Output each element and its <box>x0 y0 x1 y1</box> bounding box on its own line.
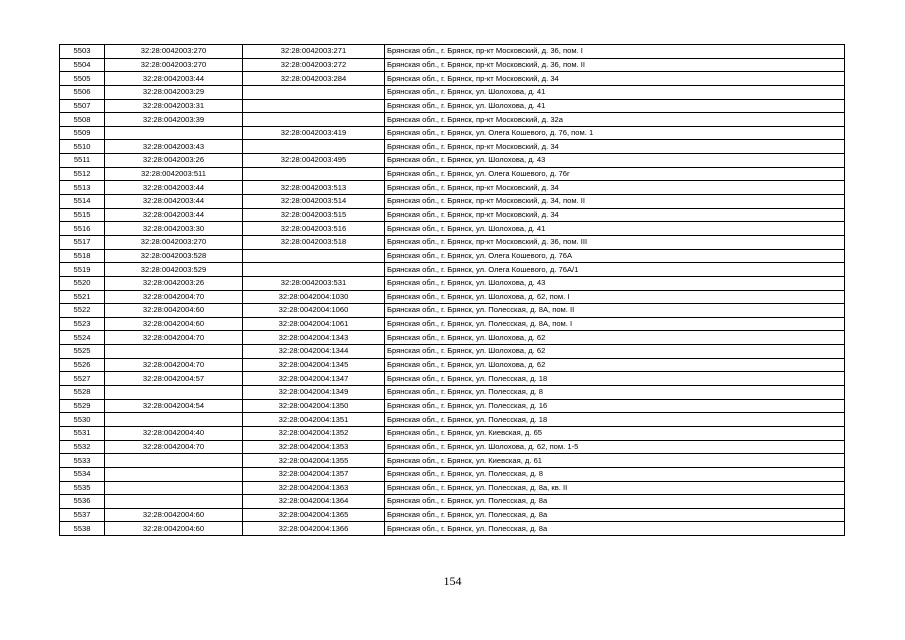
table-row <box>60 304 845 318</box>
row-number-cell: 5522 <box>60 304 105 318</box>
records-table-body <box>60 45 845 536</box>
row-number-cell: 5503 <box>60 45 105 59</box>
address-cell: Брянская обл., г. Брянск, ул. Полесская, д. 8А, пом. I <box>385 317 845 331</box>
cadastral-number-cell <box>105 126 243 140</box>
object-cadastral-number-cell <box>243 99 385 113</box>
row-number-cell: 5511 <box>60 154 105 168</box>
row-number-cell: 5510 <box>60 140 105 154</box>
cadastral-number-cell: 32:28:0042004:40 <box>105 426 243 440</box>
address-cell: Брянская обл., г. Брянск, пр-кт Московский, д. 36, пом. III <box>385 235 845 249</box>
table-row <box>60 276 845 290</box>
row-number-cell: 5504 <box>60 58 105 72</box>
row-number-cell: 5506 <box>60 85 105 99</box>
row-number-cell: 5536 <box>60 495 105 509</box>
cadastral-number-cell: 32:28:0042003:270 <box>105 58 243 72</box>
address-cell: Брянская обл., г. Брянск, пр-кт Московский, д. 32а <box>385 113 845 127</box>
address-cell: Брянская обл., г. Брянск, пр-кт Московский, д. 34 <box>385 140 845 154</box>
cadastral-number-cell: 32:28:0042004:60 <box>105 304 243 318</box>
address-cell: Брянская обл., г. Брянск, пр-кт Московский, д. 34 <box>385 181 845 195</box>
table-row <box>60 467 845 481</box>
address-cell: Брянская обл., г. Брянск, пр-кт Московский, д. 36, пом. II <box>385 58 845 72</box>
cadastral-number-cell: 32:28:0042003:270 <box>105 45 243 59</box>
table-row <box>60 426 845 440</box>
address-cell: Брянская обл., г. Брянск, ул. Киевская, д. 65 <box>385 426 845 440</box>
cadastral-number-cell: 32:28:0042003:528 <box>105 249 243 263</box>
row-number-cell: 5525 <box>60 345 105 359</box>
table-row <box>60 154 845 168</box>
cadastral-number-cell: 32:28:0042003:43 <box>105 140 243 154</box>
object-cadastral-number-cell <box>243 167 385 181</box>
address-cell: Брянская обл., г. Брянск, ул. Олега Кошевого, д. 76, пом. 1 <box>385 126 845 140</box>
row-number-cell: 5527 <box>60 372 105 386</box>
object-cadastral-number-cell <box>243 249 385 263</box>
row-number-cell: 5530 <box>60 413 105 427</box>
address-cell: Брянская обл., г. Брянск, ул. Олега Кошевого, д. 76А <box>385 249 845 263</box>
cadastral-number-cell: 32:28:0042003:30 <box>105 222 243 236</box>
address-cell: Брянская обл., г. Брянск, ул. Полесская, д. 8 <box>385 467 845 481</box>
table-row <box>60 386 845 400</box>
row-number-cell: 5537 <box>60 508 105 522</box>
object-cadastral-number-cell: 32:28:0042004:1364 <box>243 495 385 509</box>
cadastral-number-cell: 32:28:0042003:44 <box>105 181 243 195</box>
object-cadastral-number-cell <box>243 113 385 127</box>
object-cadastral-number-cell: 32:28:0042004:1344 <box>243 345 385 359</box>
address-cell: Брянская обл., г. Брянск, ул. Полесская, д. 8а <box>385 495 845 509</box>
object-cadastral-number-cell <box>243 263 385 277</box>
row-number-cell: 5528 <box>60 386 105 400</box>
address-cell: Брянская обл., г. Брянск, ул. Полесская, д. 18 <box>385 413 845 427</box>
address-cell: Брянская обл., г. Брянск, ул. Олега Кошевого, д. 76г <box>385 167 845 181</box>
row-number-cell: 5508 <box>60 113 105 127</box>
row-number-cell: 5531 <box>60 426 105 440</box>
address-cell: Брянская обл., г. Брянск, ул. Полесская, д. 16 <box>385 399 845 413</box>
cadastral-number-cell: 32:28:0042004:60 <box>105 522 243 536</box>
row-number-cell: 5513 <box>60 181 105 195</box>
cadastral-number-cell: 32:28:0042004:57 <box>105 372 243 386</box>
row-number-cell: 5526 <box>60 358 105 372</box>
object-cadastral-number-cell: 32:28:0042003:515 <box>243 208 385 222</box>
cadastral-number-cell <box>105 467 243 481</box>
object-cadastral-number-cell: 32:28:0042003:419 <box>243 126 385 140</box>
cadastral-number-cell: 32:28:0042004:70 <box>105 440 243 454</box>
table-row <box>60 113 845 127</box>
table-row <box>60 495 845 509</box>
address-cell: Брянская обл., г. Брянск, ул. Шолохова, д. 62, пом. I <box>385 290 845 304</box>
table-row <box>60 249 845 263</box>
row-number-cell: 5512 <box>60 167 105 181</box>
row-number-cell: 5520 <box>60 276 105 290</box>
address-cell: Брянская обл., г. Брянск, пр-кт Московский, д. 34 <box>385 208 845 222</box>
cadastral-number-cell <box>105 495 243 509</box>
table-row <box>60 290 845 304</box>
cadastral-number-cell <box>105 386 243 400</box>
address-cell: Брянская обл., г. Брянск, ул. Шолохова, д. 62 <box>385 358 845 372</box>
table-row <box>60 481 845 495</box>
object-cadastral-number-cell: 32:28:0042004:1363 <box>243 481 385 495</box>
cadastral-number-cell: 32:28:0042003:26 <box>105 154 243 168</box>
object-cadastral-number-cell: 32:28:0042004:1357 <box>243 467 385 481</box>
object-cadastral-number-cell: 32:28:0042004:1365 <box>243 508 385 522</box>
object-cadastral-number-cell: 32:28:0042003:495 <box>243 154 385 168</box>
row-number-cell: 5518 <box>60 249 105 263</box>
table-row <box>60 45 845 59</box>
row-number-cell: 5529 <box>60 399 105 413</box>
address-cell: Брянская обл., г. Брянск, ул. Шолохова, д. 41 <box>385 99 845 113</box>
table-row <box>60 454 845 468</box>
object-cadastral-number-cell: 32:28:0042004:1061 <box>243 317 385 331</box>
table-row <box>60 331 845 345</box>
cadastral-number-cell: 32:28:0042004:70 <box>105 290 243 304</box>
table-row <box>60 508 845 522</box>
table-row <box>60 167 845 181</box>
page-number: 154 <box>443 574 462 588</box>
address-cell: Брянская обл., г. Брянск, ул. Шолохова, д. 41 <box>385 85 845 99</box>
address-cell: Брянская обл., г. Брянск, ул. Олега Кошевого, д. 76А/1 <box>385 263 845 277</box>
records-table <box>59 44 845 536</box>
cadastral-number-cell: 32:28:0042003:270 <box>105 235 243 249</box>
object-cadastral-number-cell: 32:28:0042003:531 <box>243 276 385 290</box>
object-cadastral-number-cell: 32:28:0042004:1350 <box>243 399 385 413</box>
table-row <box>60 85 845 99</box>
table-row <box>60 358 845 372</box>
row-number-cell: 5534 <box>60 467 105 481</box>
object-cadastral-number-cell: 32:28:0042004:1060 <box>243 304 385 318</box>
records-table-container <box>59 44 845 536</box>
table-row <box>60 140 845 154</box>
table-row <box>60 195 845 209</box>
row-number-cell: 5523 <box>60 317 105 331</box>
cadastral-number-cell: 32:28:0042003:31 <box>105 99 243 113</box>
object-cadastral-number-cell: 32:28:0042004:1349 <box>243 386 385 400</box>
cadastral-number-cell: 32:28:0042003:26 <box>105 276 243 290</box>
table-row <box>60 345 845 359</box>
row-number-cell: 5507 <box>60 99 105 113</box>
row-number-cell: 5515 <box>60 208 105 222</box>
address-cell: Брянская обл., г. Брянск, ул. Полесская, д. 18 <box>385 372 845 386</box>
object-cadastral-number-cell: 32:28:0042003:518 <box>243 235 385 249</box>
table-row <box>60 181 845 195</box>
object-cadastral-number-cell: 32:28:0042004:1347 <box>243 372 385 386</box>
cadastral-number-cell: 32:28:0042003:44 <box>105 72 243 86</box>
address-cell: Брянская обл., г. Брянск, ул. Полесская, д. 8а <box>385 508 845 522</box>
cadastral-number-cell <box>105 345 243 359</box>
row-number-cell: 5521 <box>60 290 105 304</box>
object-cadastral-number-cell: 32:28:0042003:271 <box>243 45 385 59</box>
cadastral-number-cell: 32:28:0042004:70 <box>105 358 243 372</box>
address-cell: Брянская обл., г. Брянск, ул. Полесская, д. 8 <box>385 386 845 400</box>
object-cadastral-number-cell: 32:28:0042003:272 <box>243 58 385 72</box>
object-cadastral-number-cell: 32:28:0042004:1030 <box>243 290 385 304</box>
cadastral-number-cell: 32:28:0042003:44 <box>105 208 243 222</box>
address-cell: Брянская обл., г. Брянск, ул. Полесская, д. 8а <box>385 522 845 536</box>
address-cell: Брянская обл., г. Брянск, ул. Полесская, д. 8А, пом. II <box>385 304 845 318</box>
row-number-cell: 5535 <box>60 481 105 495</box>
table-row <box>60 413 845 427</box>
object-cadastral-number-cell: 32:28:0042003:513 <box>243 181 385 195</box>
cadastral-number-cell: 32:28:0042003:29 <box>105 85 243 99</box>
address-cell: Брянская обл., г. Брянск, ул. Киевская, д. 61 <box>385 454 845 468</box>
row-number-cell: 5505 <box>60 72 105 86</box>
row-number-cell: 5519 <box>60 263 105 277</box>
table-row <box>60 126 845 140</box>
address-cell: Брянская обл., г. Брянск, ул. Шолохова, д. 43 <box>385 154 845 168</box>
cadastral-number-cell: 32:28:0042003:39 <box>105 113 243 127</box>
table-row <box>60 58 845 72</box>
object-cadastral-number-cell: 32:28:0042004:1343 <box>243 331 385 345</box>
cadastral-number-cell: 32:28:0042003:44 <box>105 195 243 209</box>
object-cadastral-number-cell <box>243 85 385 99</box>
row-number-cell: 5516 <box>60 222 105 236</box>
object-cadastral-number-cell: 32:28:0042003:284 <box>243 72 385 86</box>
cadastral-number-cell <box>105 413 243 427</box>
address-cell: Брянская обл., г. Брянск, ул. Полесская, д. 8а, кв. II <box>385 481 845 495</box>
row-number-cell: 5538 <box>60 522 105 536</box>
table-row <box>60 208 845 222</box>
table-row <box>60 263 845 277</box>
cadastral-number-cell: 32:28:0042004:60 <box>105 317 243 331</box>
address-cell: Брянская обл., г. Брянск, пр-кт Московский, д. 34 <box>385 72 845 86</box>
cadastral-number-cell: 32:28:0042004:54 <box>105 399 243 413</box>
table-row <box>60 372 845 386</box>
address-cell: Брянская обл., г. Брянск, ул. Шолохова, д. 43 <box>385 276 845 290</box>
table-row <box>60 522 845 536</box>
address-cell: Брянская обл., г. Брянск, ул. Шолохова, д. 62 <box>385 331 845 345</box>
object-cadastral-number-cell: 32:28:0042004:1345 <box>243 358 385 372</box>
row-number-cell: 5517 <box>60 235 105 249</box>
table-row <box>60 399 845 413</box>
table-row <box>60 99 845 113</box>
address-cell: Брянская обл., г. Брянск, ул. Шолохова, д. 62, пом. 1-5 <box>385 440 845 454</box>
object-cadastral-number-cell: 32:28:0042003:514 <box>243 195 385 209</box>
object-cadastral-number-cell: 32:28:0042004:1355 <box>243 454 385 468</box>
table-row <box>60 72 845 86</box>
cadastral-number-cell <box>105 481 243 495</box>
address-cell: Брянская обл., г. Брянск, пр-кт Московский, д. 34, пом. II <box>385 195 845 209</box>
object-cadastral-number-cell: 32:28:0042004:1351 <box>243 413 385 427</box>
cadastral-number-cell: 32:28:0042003:511 <box>105 167 243 181</box>
address-cell: Брянская обл., г. Брянск, ул. Шолохова, д. 41 <box>385 222 845 236</box>
cadastral-number-cell: 32:28:0042004:70 <box>105 331 243 345</box>
address-cell: Брянская обл., г. Брянск, ул. Шолохова, д. 62 <box>385 345 845 359</box>
row-number-cell: 5524 <box>60 331 105 345</box>
object-cadastral-number-cell: 32:28:0042003:516 <box>243 222 385 236</box>
object-cadastral-number-cell: 32:28:0042004:1352 <box>243 426 385 440</box>
cadastral-number-cell <box>105 454 243 468</box>
table-row <box>60 222 845 236</box>
table-row <box>60 317 845 331</box>
cadastral-number-cell: 32:28:0042003:529 <box>105 263 243 277</box>
object-cadastral-number-cell: 32:28:0042004:1353 <box>243 440 385 454</box>
row-number-cell: 5532 <box>60 440 105 454</box>
table-row <box>60 235 845 249</box>
object-cadastral-number-cell <box>243 140 385 154</box>
table-row <box>60 440 845 454</box>
address-cell: Брянская обл., г. Брянск, пр-кт Московский, д. 36, пом. I <box>385 45 845 59</box>
cadastral-number-cell: 32:28:0042004:60 <box>105 508 243 522</box>
row-number-cell: 5514 <box>60 195 105 209</box>
row-number-cell: 5509 <box>60 126 105 140</box>
object-cadastral-number-cell: 32:28:0042004:1366 <box>243 522 385 536</box>
row-number-cell: 5533 <box>60 454 105 468</box>
